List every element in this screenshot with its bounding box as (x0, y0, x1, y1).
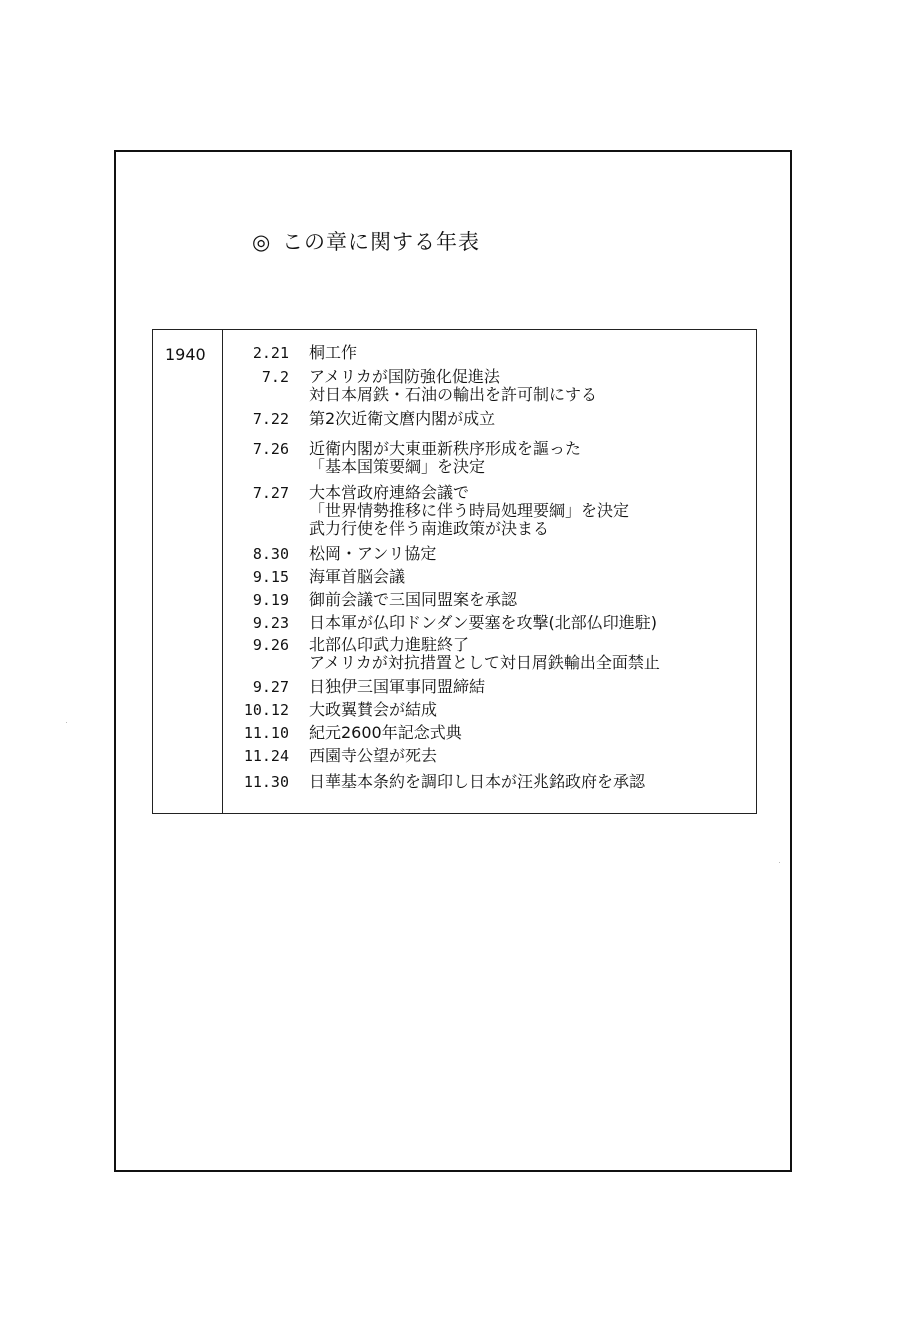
event-date: 9.19 (252, 591, 289, 609)
year-cell: 1940 (165, 345, 206, 364)
event-description-line: 第2次近衛文麿内閣が成立 (309, 409, 496, 428)
event-description-line: 日華基本条約を調印し日本が汪兆銘政府を承認 (309, 772, 646, 791)
event-description-line: 西園寺公望が死去 (309, 746, 438, 765)
event-description-line: 御前会議で三国同盟案を承認 (309, 590, 518, 609)
double-circle-icon: ◎ (252, 230, 272, 254)
event-description-line: 日独伊三国軍事同盟締結 (309, 677, 486, 696)
event-description (309, 368, 597, 404)
event-date: 9.23 (252, 614, 289, 632)
event-description (309, 484, 629, 538)
event-description (309, 545, 436, 563)
event-description (309, 701, 437, 719)
event-date: 11.30 (243, 773, 289, 791)
event-description (309, 747, 437, 765)
event-description-line: 海軍首脳会議 (309, 567, 406, 586)
event-date: 7.2 (261, 368, 289, 386)
event-description (309, 678, 485, 696)
event-description-line: アメリカが対抗措置として対日屑鉄輸出全面禁止 (309, 653, 660, 672)
event-description-line: 北部仏印武力進駐終了 (309, 635, 470, 654)
page-title (252, 226, 480, 256)
page-title-text: この章に関する年表 (282, 230, 480, 254)
event-date: 9.27 (252, 678, 289, 696)
scan-speck (66, 722, 67, 723)
event-date: 2.21 (252, 344, 289, 362)
event-description-line: 近衛内閣が大東亜新秩序形成を謳った (309, 439, 582, 458)
event-date: 9.15 (252, 568, 289, 586)
event-description (309, 344, 357, 362)
event-description (309, 614, 657, 632)
event-description-line: 紀元2600年記念式典 (309, 723, 462, 742)
event-description (309, 636, 660, 672)
event-description-line: アメリカが国防強化促進法 (309, 367, 500, 386)
event-date: 10.12 (243, 701, 289, 719)
event-description (309, 724, 462, 742)
event-description-line: 対日本屑鉄・石油の輸出を許可制にする (309, 385, 598, 404)
event-description (309, 440, 581, 476)
event-description-line: 「世界情勢推移に伴う時局処理要綱」を決定 (309, 501, 630, 520)
scan-speck (779, 862, 780, 863)
event-description-line: 大政翼賛会が結成 (309, 700, 438, 719)
event-description-line: 日本軍が仏印ドンダン要塞を攻撃(北部仏印進駐) (309, 613, 658, 632)
event-description (309, 568, 405, 586)
event-date: 7.27 (252, 484, 289, 502)
event-description-line: 武力行使を伴う南進政策が決まる (309, 519, 550, 538)
event-description (309, 410, 495, 428)
event-description (309, 773, 645, 791)
chronology-table (152, 329, 757, 814)
event-description-line: 桐工作 (309, 343, 358, 362)
event-description (309, 591, 517, 609)
event-date: 11.10 (243, 724, 289, 742)
event-date: 8.30 (252, 545, 289, 563)
event-date: 7.26 (252, 440, 289, 458)
event-date: 9.26 (252, 636, 289, 654)
event-description-line: 大本営政府連絡会議で (309, 483, 470, 502)
event-description-line: 「基本国策要綱」を決定 (309, 457, 486, 476)
event-date: 7.22 (252, 410, 289, 428)
event-date: 11.24 (243, 747, 289, 765)
event-description-line: 松岡・アンリ協定 (309, 544, 437, 563)
